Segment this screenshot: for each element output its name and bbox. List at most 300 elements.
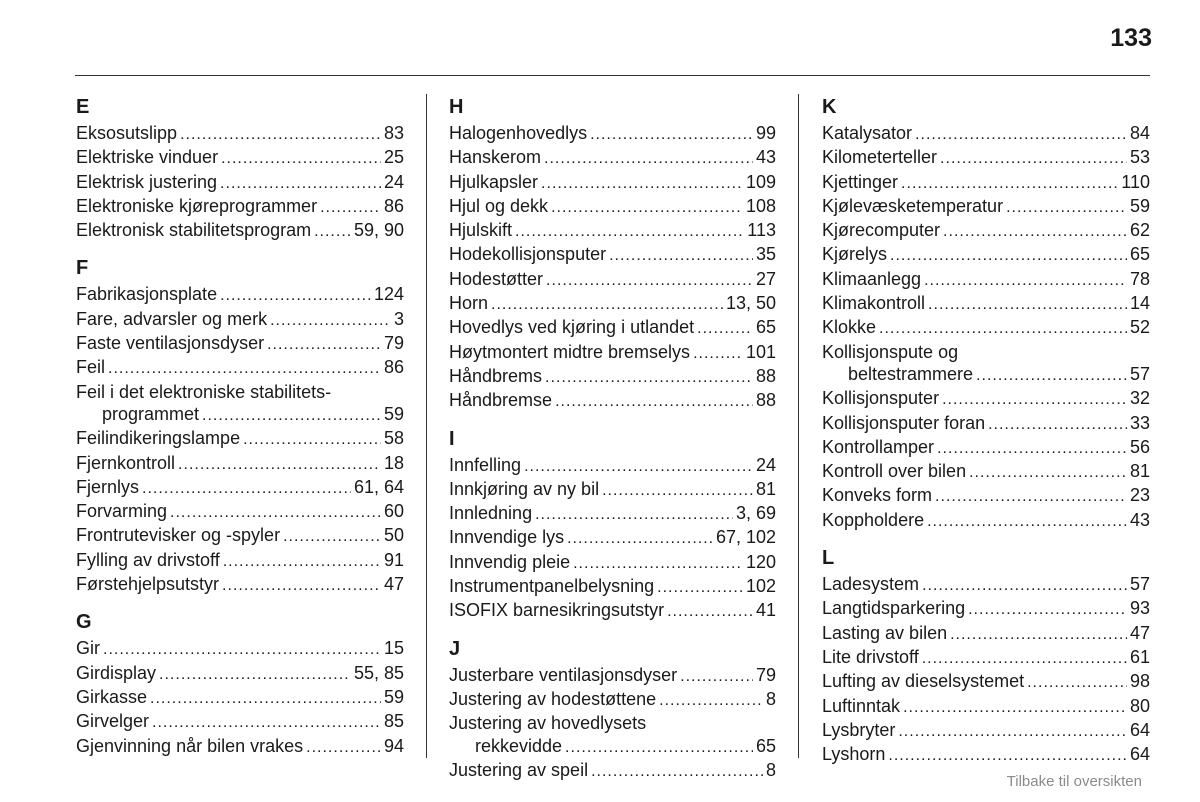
index-entry[interactable]: [822, 243, 1150, 267]
index-term: Elektronisk stabilitetsprogram: [76, 220, 312, 241]
index-term: Hodestøtter: [449, 268, 544, 289]
dot-leader: [976, 363, 1127, 387]
page-reference[interactable]: 43: [755, 147, 776, 168]
section-letter: H: [449, 96, 464, 118]
index-entry[interactable]: [822, 436, 1150, 460]
page-reference[interactable]: 64: [1129, 744, 1150, 765]
index-entry[interactable]: [822, 646, 1150, 670]
page-reference[interactable]: 91: [383, 549, 404, 570]
index-entry[interactable]: [76, 219, 404, 243]
index-entry[interactable]: [449, 341, 776, 365]
dot-leader: [890, 243, 1127, 267]
page-reference[interactable]: 55, 85: [353, 662, 404, 683]
dot-leader: [551, 195, 743, 219]
index-term: beltestrammere: [848, 363, 974, 384]
dot-leader: [103, 637, 381, 661]
page-reference[interactable]: 64: [1129, 719, 1150, 740]
index-entry[interactable]: [822, 146, 1150, 170]
page-reference[interactable]: 81: [1129, 461, 1150, 482]
dot-leader: [573, 551, 743, 575]
page-reference[interactable]: 65: [755, 735, 776, 756]
index-term: Forvarming: [76, 501, 168, 522]
index-entry[interactable]: [822, 573, 1150, 597]
index-entry[interactable]: [76, 122, 404, 146]
page-reference[interactable]: 110: [1121, 171, 1150, 192]
index-entry[interactable]: [822, 316, 1150, 340]
page-reference[interactable]: 59, 90: [353, 220, 404, 241]
index-entry[interactable]: [76, 427, 404, 451]
index-section: [449, 634, 776, 783]
index-term: Justering av hovedlysets: [449, 713, 647, 734]
index-entry[interactable]: [76, 308, 404, 332]
page-reference[interactable]: 18: [383, 452, 404, 473]
dot-leader: [220, 283, 371, 307]
dot-leader: [243, 427, 381, 451]
index-term: Elektrisk justering: [76, 171, 218, 192]
index-entry[interactable]: [76, 662, 404, 686]
index-term: Konveks form: [822, 485, 933, 506]
index-entry[interactable]: [76, 524, 404, 548]
index-term: Lite drivstoff: [822, 646, 919, 667]
index-term: Fjernkontroll: [76, 452, 176, 473]
dot-leader: [159, 662, 351, 686]
index-term: Klokke: [822, 317, 877, 338]
index-term: Kjørecomputer: [822, 220, 941, 241]
index-section: [76, 92, 404, 243]
dot-leader: [667, 599, 753, 623]
page-number: 133: [1110, 24, 1152, 52]
back-to-overview-link[interactable]: Tilbake til oversikten: [1006, 773, 1142, 790]
index-term: Hjulkapsler: [449, 171, 539, 192]
page-reference[interactable]: 24: [383, 171, 404, 192]
index-entry[interactable]: [76, 171, 404, 195]
index-entry[interactable]: [449, 316, 776, 340]
page-reference[interactable]: 102: [745, 576, 776, 597]
index-term: Faste ventilasjonsdyser: [76, 333, 265, 354]
index-column-3: [822, 92, 1150, 777]
dot-leader: [969, 460, 1127, 484]
index-term: Hanskerom: [449, 147, 542, 168]
index-entry[interactable]: [449, 365, 776, 389]
page-reference[interactable]: 113: [747, 220, 776, 241]
dot-leader: [693, 341, 743, 365]
index-term: Kollisjonspute og: [822, 341, 959, 362]
dot-leader: [879, 316, 1127, 340]
dot-leader: [267, 332, 381, 356]
index-term: Elektroniske kjøreprogrammer: [76, 195, 318, 216]
index-term: Lasting av bilen: [822, 622, 948, 643]
dot-leader: [220, 171, 381, 195]
page-reference[interactable]: 59: [1129, 195, 1150, 216]
dot-leader: [697, 316, 753, 340]
index-entry[interactable]: [822, 412, 1150, 436]
dot-leader: [609, 243, 753, 267]
page-reference[interactable]: 83: [383, 123, 404, 143]
index-term: Lysbryter: [822, 719, 896, 740]
index-entry[interactable]: [76, 710, 404, 734]
index-entry[interactable]: [449, 478, 776, 502]
index-term: Kjettinger: [822, 171, 899, 192]
page-reference[interactable]: 93: [1129, 598, 1150, 619]
index-entry[interactable]: [822, 509, 1150, 533]
index-entry[interactable]: [76, 500, 404, 524]
index-term: programmet: [102, 403, 200, 424]
dot-leader: [108, 356, 381, 380]
dot-leader: [924, 268, 1127, 292]
dot-leader: [659, 688, 763, 712]
dot-leader: [222, 573, 381, 597]
index-column-1: [76, 92, 404, 769]
index-entry[interactable]: [822, 597, 1150, 621]
index-term: Innvendig pleie: [449, 551, 571, 572]
page-reference[interactable]: 85: [383, 711, 404, 732]
dot-leader: [940, 146, 1127, 170]
page-reference[interactable]: 108: [745, 195, 776, 216]
index-entry[interactable]: [449, 551, 776, 575]
dot-leader: [142, 476, 351, 500]
page-reference[interactable]: 32: [1129, 388, 1150, 409]
dot-leader: [314, 219, 351, 243]
index-term: Feil i det elektroniske stabilitets-: [76, 381, 332, 402]
dot-leader: [950, 622, 1127, 646]
page-reference[interactable]: 62: [1129, 220, 1150, 241]
page-reference[interactable]: 24: [755, 454, 776, 475]
index-term: Hjul og dekk: [449, 195, 549, 216]
index-entry[interactable]: [449, 389, 776, 413]
index-term: Innledning: [449, 503, 533, 524]
header-rule: [75, 75, 1150, 76]
index-term: Instrumentpanelbelysning: [449, 576, 655, 597]
index-entry[interactable]: [449, 292, 776, 316]
page-reference[interactable]: 124: [373, 284, 404, 305]
page-reference[interactable]: 80: [1129, 695, 1150, 716]
index-term: Ladesystem: [822, 574, 920, 595]
dot-leader: [544, 146, 753, 170]
index-entry[interactable]: [822, 341, 1150, 388]
index-entry[interactable]: [449, 268, 776, 292]
index-term: Innkjøring av ny bil: [449, 478, 600, 499]
page-reference[interactable]: 99: [755, 123, 776, 143]
index-term: Gir: [76, 638, 100, 659]
index-entry[interactable]: [76, 637, 404, 661]
page-reference[interactable]: 101: [745, 341, 776, 362]
index-entry[interactable]: [822, 122, 1150, 146]
index-term: Klimakontroll: [822, 293, 926, 314]
dot-leader: [565, 735, 753, 759]
page-reference[interactable]: 3, 69: [735, 503, 776, 524]
page-reference[interactable]: 98: [1129, 671, 1150, 692]
index-term: Halogenhovedlys: [449, 123, 588, 143]
dot-leader: [491, 292, 723, 316]
index-column-2: [449, 92, 776, 793]
dot-leader: [942, 387, 1127, 411]
index-entry[interactable]: [449, 575, 776, 599]
index-term: Hovedlys ved kjøring i utlandet: [449, 317, 695, 338]
index-entry[interactable]: [449, 502, 776, 526]
page-reference[interactable]: 88: [755, 390, 776, 411]
dot-leader: [202, 403, 381, 427]
dot-leader: [937, 436, 1127, 460]
index-term: Justering av hodestøttene: [449, 688, 657, 709]
index-term: Lufting av dieselsystemet: [822, 671, 1025, 692]
index-entry[interactable]: [76, 452, 404, 476]
dot-leader: [535, 502, 733, 526]
index-term: Innvendige lys: [449, 527, 565, 548]
dot-leader: [150, 686, 381, 710]
page-reference[interactable]: 109: [745, 171, 776, 192]
column-divider: [798, 94, 799, 758]
index-term: Langtidsparkering: [822, 598, 966, 619]
index-entry[interactable]: [822, 743, 1150, 767]
index-entry[interactable]: [822, 387, 1150, 411]
page-reference[interactable]: 79: [755, 664, 776, 685]
index-term: Justering av speil: [449, 759, 589, 780]
dot-leader: [524, 454, 753, 478]
index-entry[interactable]: [449, 122, 776, 146]
dot-leader: [968, 597, 1127, 621]
dot-leader: [927, 509, 1127, 533]
index-term: Hodekollisjonsputer: [449, 244, 607, 265]
index-entry[interactable]: [449, 599, 776, 623]
index-entry[interactable]: [449, 712, 776, 759]
index-entry[interactable]: [449, 219, 776, 243]
index-entry[interactable]: [822, 460, 1150, 484]
index-term: Fabrikasjonsplate: [76, 284, 218, 305]
page-reference[interactable]: 81: [755, 478, 776, 499]
dot-leader: [1006, 195, 1127, 219]
dot-leader: [903, 695, 1127, 719]
page-reference[interactable]: 86: [383, 357, 404, 378]
page-reference[interactable]: 58: [383, 428, 404, 449]
page-reference[interactable]: 50: [383, 525, 404, 546]
dot-leader: [221, 146, 381, 170]
index-term: Feilindikeringslampe: [76, 428, 241, 449]
dot-leader: [935, 484, 1127, 508]
page-reference[interactable]: 78: [1129, 268, 1150, 289]
page-reference[interactable]: 60: [383, 501, 404, 522]
index-entry[interactable]: [449, 454, 776, 478]
dot-leader: [888, 743, 1127, 767]
index-term: Fjernlys: [76, 476, 140, 497]
index-term: Klimaanlegg: [822, 268, 922, 289]
index-entry[interactable]: [76, 686, 404, 710]
index-term: Innfelling: [449, 454, 522, 475]
page-reference[interactable]: 43: [1129, 509, 1150, 530]
dot-leader: [915, 122, 1127, 146]
page-reference[interactable]: 57: [1129, 363, 1150, 384]
index-entry[interactable]: [822, 292, 1150, 316]
index-entry[interactable]: [449, 664, 776, 688]
index-section: [449, 92, 776, 414]
dot-leader: [270, 308, 391, 332]
index-entry[interactable]: [822, 171, 1150, 195]
page-reference[interactable]: 61, 64: [353, 476, 404, 497]
index-entry[interactable]: [822, 670, 1150, 694]
page-reference[interactable]: 15: [383, 638, 404, 659]
page-reference[interactable]: 52: [1129, 317, 1150, 338]
page-reference[interactable]: 86: [383, 195, 404, 216]
dot-leader: [320, 195, 381, 219]
dot-leader: [283, 524, 381, 548]
page-reference[interactable]: 65: [1129, 244, 1150, 265]
index-entry[interactable]: [76, 356, 404, 380]
index-entry[interactable]: [449, 171, 776, 195]
index-term: Førstehjelpsutstyr: [76, 574, 220, 595]
dot-leader: [901, 171, 1118, 195]
index-term: Høytmontert midtre bremselys: [449, 341, 691, 362]
dot-leader: [223, 549, 381, 573]
page-reference[interactable]: 94: [383, 735, 404, 756]
dot-leader: [180, 122, 381, 146]
index-entry[interactable]: [449, 243, 776, 267]
page-reference[interactable]: 41: [755, 600, 776, 621]
index-term: Hjulskift: [449, 220, 513, 241]
dot-leader: [546, 268, 753, 292]
index-entry[interactable]: [449, 759, 776, 783]
section-letter: I: [449, 427, 455, 450]
page-reference[interactable]: 27: [755, 268, 776, 289]
index-term: Elektriske vinduer: [76, 147, 219, 168]
index-section: [76, 607, 404, 758]
index-entry[interactable]: [822, 268, 1150, 292]
index-term: Girvelger: [76, 711, 150, 732]
page-reference[interactable]: 57: [1129, 574, 1150, 595]
column-divider: [426, 94, 427, 758]
section-letter: J: [449, 637, 461, 660]
dot-leader: [657, 575, 743, 599]
section-letter: K: [822, 96, 837, 118]
dot-leader: [306, 735, 381, 759]
dot-leader: [170, 500, 381, 524]
dot-leader: [602, 478, 753, 502]
page-reference[interactable]: 25: [383, 147, 404, 168]
index-term: Kjølevæsketemperatur: [822, 195, 1004, 216]
index-term: Feil: [76, 357, 106, 378]
index-term: Kjørelys: [822, 244, 888, 265]
dot-leader: [1027, 670, 1127, 694]
index-term: Lyshorn: [822, 744, 886, 765]
index-term: Koppholdere: [822, 509, 925, 530]
page-reference[interactable]: 23: [1129, 485, 1150, 506]
page-reference[interactable]: 79: [383, 333, 404, 354]
index-section: [822, 543, 1150, 767]
index-section: [76, 253, 404, 597]
index-entry[interactable]: [822, 622, 1150, 646]
dot-leader: [922, 573, 1127, 597]
index-term: Frontrutevisker og -spyler: [76, 525, 281, 546]
index-entry[interactable]: [822, 219, 1150, 243]
index-term: ISOFIX barnesikringsutstyr: [449, 600, 665, 621]
index-entry[interactable]: [76, 476, 404, 500]
page-reference[interactable]: 13, 50: [725, 293, 776, 314]
index-term: Fylling av drivstoff: [76, 549, 220, 570]
dot-leader: [943, 219, 1127, 243]
page-reference[interactable]: 47: [383, 574, 404, 595]
index-entry[interactable]: [822, 484, 1150, 508]
index-term: Justerbare ventilasjonsdyser: [449, 664, 678, 685]
index-term: Gjenvinning når bilen vrakes: [76, 735, 304, 756]
index-term: Girkasse: [76, 686, 148, 707]
index-entry[interactable]: [76, 549, 404, 573]
index-entry[interactable]: [76, 146, 404, 170]
index-term: Håndbrems: [449, 365, 543, 386]
dot-leader: [541, 171, 743, 195]
index-entry[interactable]: [449, 688, 776, 712]
index-term: Håndbremse: [449, 390, 553, 411]
index-term: Horn: [449, 293, 489, 314]
page-reference[interactable]: 53: [1129, 147, 1150, 168]
section-letter: F: [76, 257, 89, 280]
page-reference[interactable]: 14: [1129, 293, 1150, 314]
index-entry[interactable]: [449, 526, 776, 550]
index-entry[interactable]: [76, 332, 404, 356]
index-term: rekkevidde: [475, 735, 563, 756]
page-reference[interactable]: 47: [1129, 622, 1150, 643]
index-entry[interactable]: [822, 195, 1150, 219]
index-section: [822, 92, 1150, 533]
section-letter: G: [76, 611, 92, 634]
dot-leader: [555, 389, 753, 413]
page-reference[interactable]: 88: [755, 365, 776, 386]
index-term: Eksosutslipp: [76, 123, 178, 143]
index-entry[interactable]: [822, 719, 1150, 743]
index-entry[interactable]: [76, 195, 404, 219]
page-reference[interactable]: 8: [765, 688, 776, 709]
dot-leader: [515, 219, 744, 243]
dot-leader: [567, 526, 713, 550]
index-term: Kollisjonsputer foran: [822, 412, 986, 433]
dot-leader: [590, 122, 753, 146]
index-entry[interactable]: [76, 573, 404, 597]
index-entry[interactable]: [76, 381, 404, 428]
page-reference[interactable]: 35: [755, 244, 776, 265]
index-term: Girdisplay: [76, 662, 157, 683]
page-reference[interactable]: 59: [383, 403, 404, 424]
page-reference[interactable]: 67, 102: [715, 527, 776, 548]
dot-leader: [545, 365, 753, 389]
page-reference[interactable]: 56: [1129, 436, 1150, 457]
index-term: Kontrollamper: [822, 436, 935, 457]
page-reference[interactable]: 61: [1129, 646, 1150, 667]
dot-leader: [898, 719, 1127, 743]
page-reference[interactable]: 65: [755, 317, 776, 338]
index-entry[interactable]: [449, 146, 776, 170]
page-reference[interactable]: 3: [393, 308, 404, 329]
page-reference[interactable]: 84: [1129, 123, 1150, 143]
page-reference[interactable]: 59: [383, 686, 404, 707]
dot-leader: [591, 759, 763, 783]
index-entry[interactable]: [822, 695, 1150, 719]
dot-leader: [928, 292, 1127, 316]
page-reference[interactable]: 33: [1129, 412, 1150, 433]
dot-leader: [988, 412, 1127, 436]
dot-leader: [680, 664, 753, 688]
page-reference[interactable]: 8: [765, 759, 776, 780]
section-letter: E: [76, 96, 90, 118]
index-term: Katalysator: [822, 123, 913, 143]
index-section: [449, 424, 776, 624]
dot-leader: [178, 452, 381, 476]
index-entry[interactable]: [449, 195, 776, 219]
index-term: Kilometerteller: [822, 147, 938, 168]
index-term: Kontroll over bilen: [822, 461, 967, 482]
index-term: Fare, advarsler og merk: [76, 308, 268, 329]
dot-leader: [152, 710, 381, 734]
index-term: Kollisjonsputer: [822, 388, 940, 409]
index-entry[interactable]: [76, 283, 404, 307]
index-entry[interactable]: [76, 735, 404, 759]
page-reference[interactable]: 120: [745, 551, 776, 572]
